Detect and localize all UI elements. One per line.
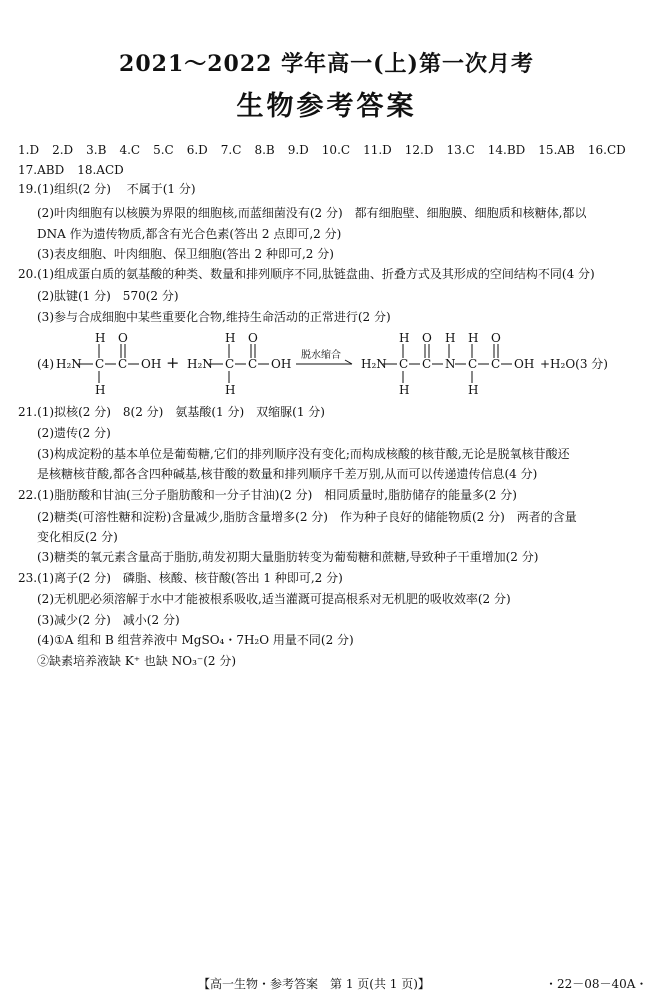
svg-text:OH: OH: [141, 357, 162, 371]
mc-answer: 3.B: [86, 143, 107, 157]
svg-text:H: H: [225, 383, 236, 397]
mc-answer: 2.D: [52, 143, 74, 157]
q19-part2: (2)叶肉细胞有以核膜为界限的细胞核,而蓝细菌没有(2 分) 都有细胞壁、细胞膜、细胞质和核糖体,都以: [37, 206, 587, 220]
mc-answer: 6.D: [186, 143, 208, 157]
svg-text:O: O: [248, 331, 258, 345]
svg-text:OH: OH: [271, 357, 292, 371]
svg-text:C: C: [118, 357, 128, 371]
svg-text:H: H: [399, 383, 410, 397]
q19-part1: 19.(1)组织(2 分) 不属于(1 分): [18, 182, 196, 196]
q23-part4: (4)①A 组和 B 组营养液中 MgSO₄・7H₂O 用量不同(2 分): [37, 633, 354, 647]
eq-product-tail: +H₂O(3 分): [540, 357, 608, 371]
exam-title: 2021～2022 学年高一(上)第一次月考: [119, 51, 534, 77]
svg-text:H: H: [468, 383, 479, 397]
svg-text:N: N: [445, 357, 456, 371]
eq-arrow-label: 脱水缩合: [301, 350, 341, 361]
svg-text:OH: OH: [514, 357, 535, 371]
doc-code: ・22－08－40A・: [545, 977, 648, 991]
q21-part1: 21.(1)拟核(2 分) 8(2 分) 氨基酸(1 分) 双缩脲(1 分): [18, 405, 325, 419]
mc-answer: 18.ACD: [77, 163, 124, 177]
svg-text:C: C: [225, 357, 235, 371]
mc-answers-row-1: [18, 142, 639, 158]
q23-part2: (2)无机肥必须溶解于水中才能被根系吸收,适当灌溉可提高根系对无机肥的吸收效率(2 分): [37, 592, 511, 606]
svg-text:H: H: [468, 331, 479, 345]
q20-part1: 20.(1)组成蛋白质的氨基酸的种类、数量和排列顺序不同,肽链盘曲、折叠方式及其形成的空间结构不同(4 分): [18, 267, 595, 281]
svg-text:H₂N: H₂N: [56, 357, 82, 371]
q19-part3: (3)表皮细胞、叶肉细胞、保卫细胞(答出 2 种即可,2 分): [37, 247, 334, 261]
mc-answer: 10.C: [321, 143, 351, 157]
q21-part2: (2)遗传(2 分): [37, 426, 111, 440]
q22-part3: (3)糖类的氧元素含量高于脂肪,萌发初期大量脂肪转变为葡萄糖和蔗糖,导致种子干重增加(2 分): [37, 550, 539, 564]
mc-answer: 4.C: [119, 143, 141, 157]
svg-text:H: H: [445, 331, 456, 345]
svg-text:C: C: [468, 357, 478, 371]
mc-answer: 11.D: [363, 143, 392, 157]
page-footer: 【高一生物・参考答案 第 1 页(共 1 页)】: [198, 977, 430, 991]
q23-part4-cont: ②缺素培养液缺 K⁺ 也缺 NO₃⁻(2 分): [37, 654, 237, 668]
q21-part3-cont: 是核糖核苷酸,都各含四种碱基,核苷酸的数量和排列顺序千差万别,从而可以传递遗传信息(4 分): [37, 467, 538, 481]
q22-part1: 22.(1)脂肪酸和甘油(三分子脂肪酸和一分子甘油)(2 分) 相同质量时,脂肪储存的能量多(2 分): [18, 488, 517, 502]
mc-answer: 8.B: [254, 143, 275, 157]
mc-answer: 5.C: [153, 143, 174, 157]
svg-text:H₂N: H₂N: [361, 357, 387, 371]
mc-answer: 13.C: [446, 143, 475, 157]
eq-label: (4): [37, 357, 54, 371]
dipeptide-equation: [0, 326, 653, 398]
svg-text:O: O: [118, 331, 128, 345]
q21-part3: (3)构成淀粉的基本单位是葡萄糖,它们的排列顺序没有变化;而构成核酸的核苷酸,无论是脱氧核苷酸还: [37, 447, 570, 461]
mc-answer: 14.BD: [487, 143, 526, 157]
q22-part2-cont: 变化相反(2 分): [37, 530, 118, 544]
svg-text:H: H: [399, 331, 410, 345]
svg-text:H: H: [95, 331, 106, 345]
svg-text:C: C: [399, 357, 409, 371]
q19-part2-cont: DNA 作为遗传物质,都含有光合色素(答出 2 点即可,2 分): [37, 227, 342, 241]
mc-answer: 12.D: [404, 143, 434, 157]
svg-text:H: H: [95, 383, 106, 397]
q22-part2: (2)糖类(可溶性糖和淀粉)含量减少,脂肪含量增多(2 分) 作为种子良好的储能物质(2 分) 两者的含量: [37, 510, 577, 524]
q20-part3: (3)参与合成细胞中某些重要化合物,维持生命活动的正常进行(2 分): [37, 310, 391, 324]
mc-answer: 17.ABD: [18, 163, 65, 177]
mc-answer: 15.AB: [538, 143, 575, 157]
svg-text:O: O: [422, 331, 432, 345]
svg-text:C: C: [491, 357, 501, 371]
mc-answer: 16.CD: [587, 143, 626, 157]
mc-answer: 7.C: [220, 143, 242, 157]
q23-part3: (3)减少(2 分) 减小(2 分): [37, 613, 180, 627]
mc-answer: 9.D: [287, 143, 309, 157]
eq-plus: +: [166, 353, 180, 372]
q20-part2: (2)肽键(1 分) 570(2 分): [37, 289, 179, 303]
svg-text:C: C: [248, 357, 258, 371]
q23-part1: 23.(1)离子(2 分) 磷脂、核酸、核苷酸(答出 1 种即可,2 分): [18, 571, 343, 585]
svg-text:C: C: [95, 357, 105, 371]
mc-answer: 1.D: [18, 143, 40, 157]
answer-key-title: 生物参考答案: [236, 91, 417, 122]
mc-answers-row-2: [18, 162, 137, 178]
svg-text:H₂N: H₂N: [187, 357, 213, 371]
svg-text:O: O: [491, 331, 501, 345]
svg-text:C: C: [422, 357, 432, 371]
svg-text:H: H: [225, 331, 236, 345]
